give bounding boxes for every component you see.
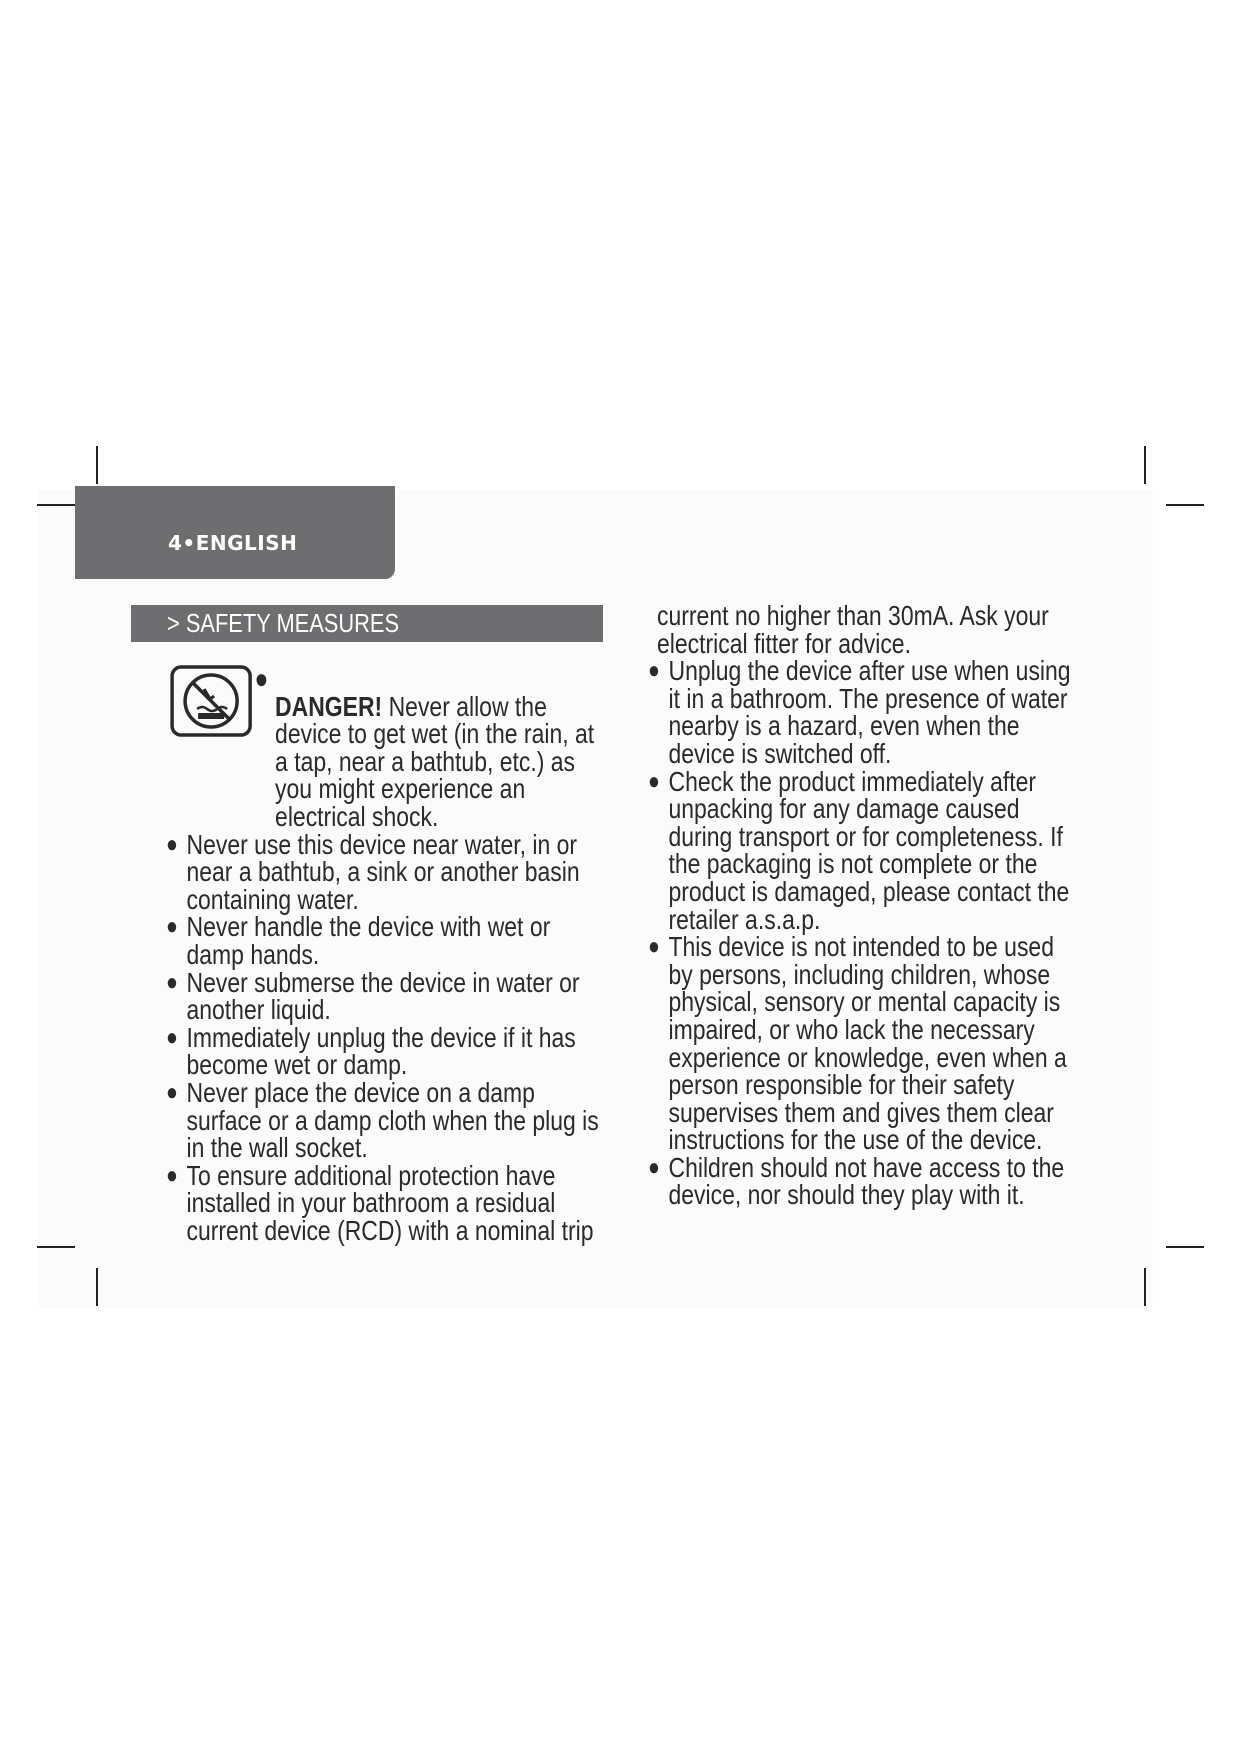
bullet: ● <box>166 913 178 941</box>
list-item <box>166 1159 606 1246</box>
list-item-text: Never place the device on a damp surface or a damp cloth when the plug is in the wall socket. <box>186 1076 599 1164</box>
crop-mark-top-left-v <box>96 446 98 484</box>
bullet: ● <box>166 968 178 996</box>
left-column <box>166 665 606 1244</box>
list-item <box>166 913 606 968</box>
list-item-text: Never submerse the device in water or another liquid. <box>186 966 580 1026</box>
crop-mark-top-left-h <box>37 504 75 506</box>
danger-label: DANGER! <box>275 690 383 722</box>
danger-warning <box>166 665 606 831</box>
bullet: ● <box>166 1161 178 1189</box>
list-item-text: Unplug the device after use when using it in a bathroom. The presence of water nearby is a hazard, even when the device is switched off. <box>668 655 1071 769</box>
page-number-label: 4•ENGLISH <box>168 531 298 555</box>
list-item-text: Never handle the device with wet or damp hands. <box>186 911 551 970</box>
crop-mark-bottom-right-v <box>1144 1268 1146 1306</box>
crop-mark-bottom-right-h <box>1166 1246 1204 1248</box>
crop-mark-top-right-v <box>1144 446 1146 484</box>
bullet: ● <box>648 657 660 685</box>
list-item-text: To ensure additional protection have installed in your bathroom a residual current device (RCD) with a nominal trip <box>186 1159 594 1246</box>
continued-text: current no higher than 30mA. Ask your electrical fitter for advice. <box>657 600 1049 659</box>
list-item-text: This device is not intended to be used by persons, including children, whose physical, sensory or mental capacity is impaired, or who lack the necessary experience or knowledge, even when a person responsible for their safety supervises them and gives them clear instructions for the use of the device. <box>668 931 1067 1156</box>
crop-mark-bottom-left-h <box>37 1246 75 1248</box>
list-item-text: Children should not have access to the device, nor should they play with it. <box>668 1151 1065 1211</box>
list-item <box>166 1076 606 1164</box>
danger-text: Never allow the device to get wet (in the rain, at a tap, near a bathtub, etc.) as you might experience an electrical shock. <box>275 690 595 832</box>
crop-mark-top-right-h <box>1166 504 1204 506</box>
list-item <box>648 1151 1083 1211</box>
bullet: ● <box>166 830 178 858</box>
bullet: ● <box>648 1153 660 1181</box>
crop-mark-bottom-left-v <box>96 1268 98 1306</box>
bullet: ● <box>166 1023 178 1051</box>
list-item <box>648 765 1083 935</box>
bullet: ● <box>254 663 269 694</box>
right-column <box>648 602 1083 1209</box>
list-item <box>166 828 606 915</box>
page-tab <box>75 486 395 579</box>
list-item-text: Immediately unplug the device if it has become wet or damp. <box>186 1021 576 1081</box>
list-item <box>648 933 1083 1154</box>
bullet: ● <box>648 933 660 961</box>
section-header <box>131 605 603 642</box>
list-item-text: Never use this device near water, in or near a bathtub, a sink or another basin containing water. <box>186 828 580 915</box>
bullet: ● <box>648 767 660 795</box>
list-item <box>166 966 606 1026</box>
no-water-device-icon <box>170 665 252 737</box>
list-item <box>166 1021 606 1081</box>
list-item-text: Check the product immediately after unpacking for any damage caused during transport or for completeness. If the packaging is not complete or the product is damaged, please contact the retailer a.s.a.p. <box>668 765 1070 935</box>
list-item <box>648 657 1083 767</box>
bullet: ● <box>166 1078 178 1106</box>
section-title: > SAFETY MEASURES <box>167 608 400 638</box>
